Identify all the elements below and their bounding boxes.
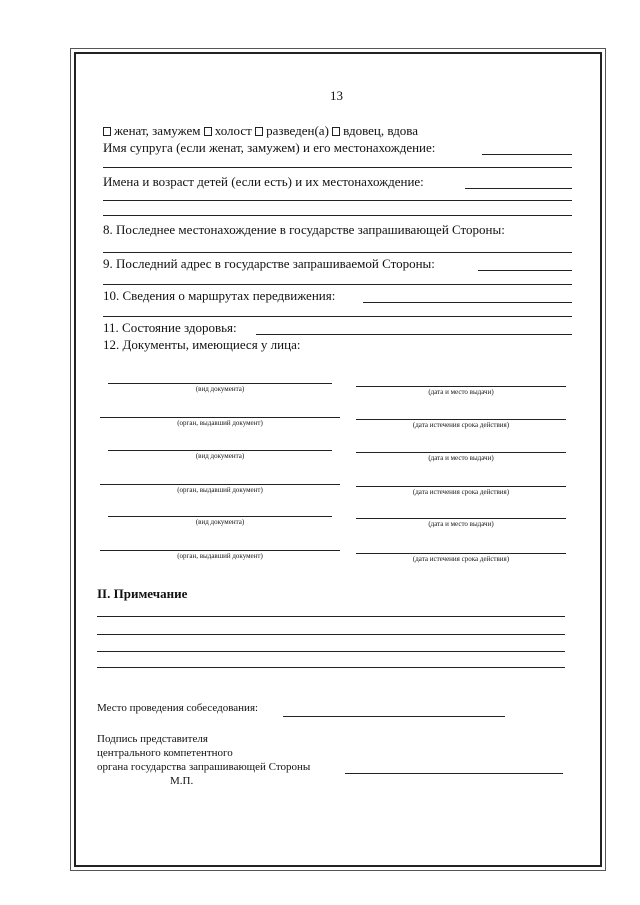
page-number: 13 (330, 88, 343, 103)
doc1-type-caption: (вид документа) (195, 385, 245, 393)
option-married: женат, замужем (114, 123, 201, 138)
note-line-2[interactable] (97, 634, 565, 635)
checkbox-married[interactable] (103, 127, 111, 136)
interview-place-field[interactable] (283, 716, 505, 717)
item11-label: 11. Состояние здоровья: (103, 320, 237, 335)
doc2-issuer-field[interactable] (100, 484, 340, 485)
spouse-label: Имя супруга (если женат, замужем) и его местонахождение: (103, 140, 436, 155)
note-line-3[interactable] (97, 651, 565, 652)
seal-label: М.П. (170, 775, 194, 787)
doc2-issuer-caption: (орган, выдавший документ) (177, 486, 263, 494)
marital-status-row (103, 123, 418, 139)
item8-field[interactable] (103, 252, 572, 253)
interview-place-label: Место проведения собеседования: (97, 702, 259, 714)
children-label: Имена и возраст детей (если есть) и их местонахождение: (103, 174, 424, 189)
doc1-type-field[interactable] (108, 383, 332, 384)
doc1-expiry-field[interactable] (356, 419, 566, 420)
item9-label: 9. Последний адрес в государстве запрашиваемой Стороны: (103, 256, 435, 271)
doc1-issue-caption: (дата и место выдачи) (428, 388, 494, 396)
doc2-expiry-caption: (дата истечения срока действия) (412, 488, 510, 496)
doc1-expiry-caption: (дата истечения срока действия) (412, 421, 510, 429)
spouse-field-line2[interactable] (103, 167, 572, 168)
section2-title: II. Примечание (97, 586, 188, 601)
item10-field[interactable] (363, 302, 572, 303)
signature-field[interactable] (345, 773, 563, 774)
item8-label: 8. Последнее местонахождение в государстве запрашивающей Стороны: (103, 222, 505, 237)
signature-line2: центрального компетентного (97, 747, 233, 759)
doc3-issuer-caption: (орган, выдавший документ) (177, 552, 263, 560)
item12-label: 12. Документы, имеющиеся у лица: (103, 337, 301, 352)
doc3-expiry-caption: (дата истечения срока действия) (412, 555, 510, 563)
option-widowed: вдовец, вдова (343, 123, 419, 138)
doc1-issuer-field[interactable] (100, 417, 340, 418)
item9-field-line2[interactable] (103, 284, 572, 285)
doc3-type-field[interactable] (108, 516, 332, 517)
doc3-expiry-field[interactable] (356, 553, 566, 554)
checkbox-widowed[interactable] (332, 127, 340, 136)
option-divorced: разведен(а) (266, 123, 329, 138)
doc2-issue-field[interactable] (356, 452, 566, 453)
note-line-1[interactable] (97, 616, 565, 617)
children-field-line3[interactable] (103, 215, 572, 216)
doc3-issuer-field[interactable] (100, 550, 340, 551)
children-field-line2[interactable] (103, 200, 572, 201)
spouse-field[interactable] (482, 154, 572, 155)
option-single: холост (214, 123, 252, 138)
item9-field[interactable] (478, 270, 572, 271)
doc3-type-caption: (вид документа) (195, 518, 245, 526)
checkbox-single[interactable] (204, 127, 212, 136)
children-field[interactable] (465, 188, 572, 189)
checkbox-divorced[interactable] (255, 127, 263, 136)
item10-field-line2[interactable] (103, 316, 572, 317)
doc3-issue-caption: (дата и место выдачи) (428, 520, 494, 528)
signature-line3: органа государства запрашивающей Стороны (97, 761, 311, 773)
doc2-expiry-field[interactable] (356, 486, 566, 487)
note-line-4[interactable] (97, 667, 565, 668)
doc2-type-caption: (вид документа) (195, 452, 245, 460)
item10-label: 10. Сведения о маршрутах передвижения: (103, 288, 336, 303)
doc2-issue-caption: (дата и место выдачи) (428, 454, 494, 462)
doc1-issue-field[interactable] (356, 386, 566, 387)
doc2-type-field[interactable] (108, 450, 332, 451)
doc3-issue-field[interactable] (356, 518, 566, 519)
signature-line1: Подпись представителя (97, 733, 208, 745)
item11-field[interactable] (256, 334, 572, 335)
doc1-issuer-caption: (орган, выдавший документ) (177, 419, 263, 427)
